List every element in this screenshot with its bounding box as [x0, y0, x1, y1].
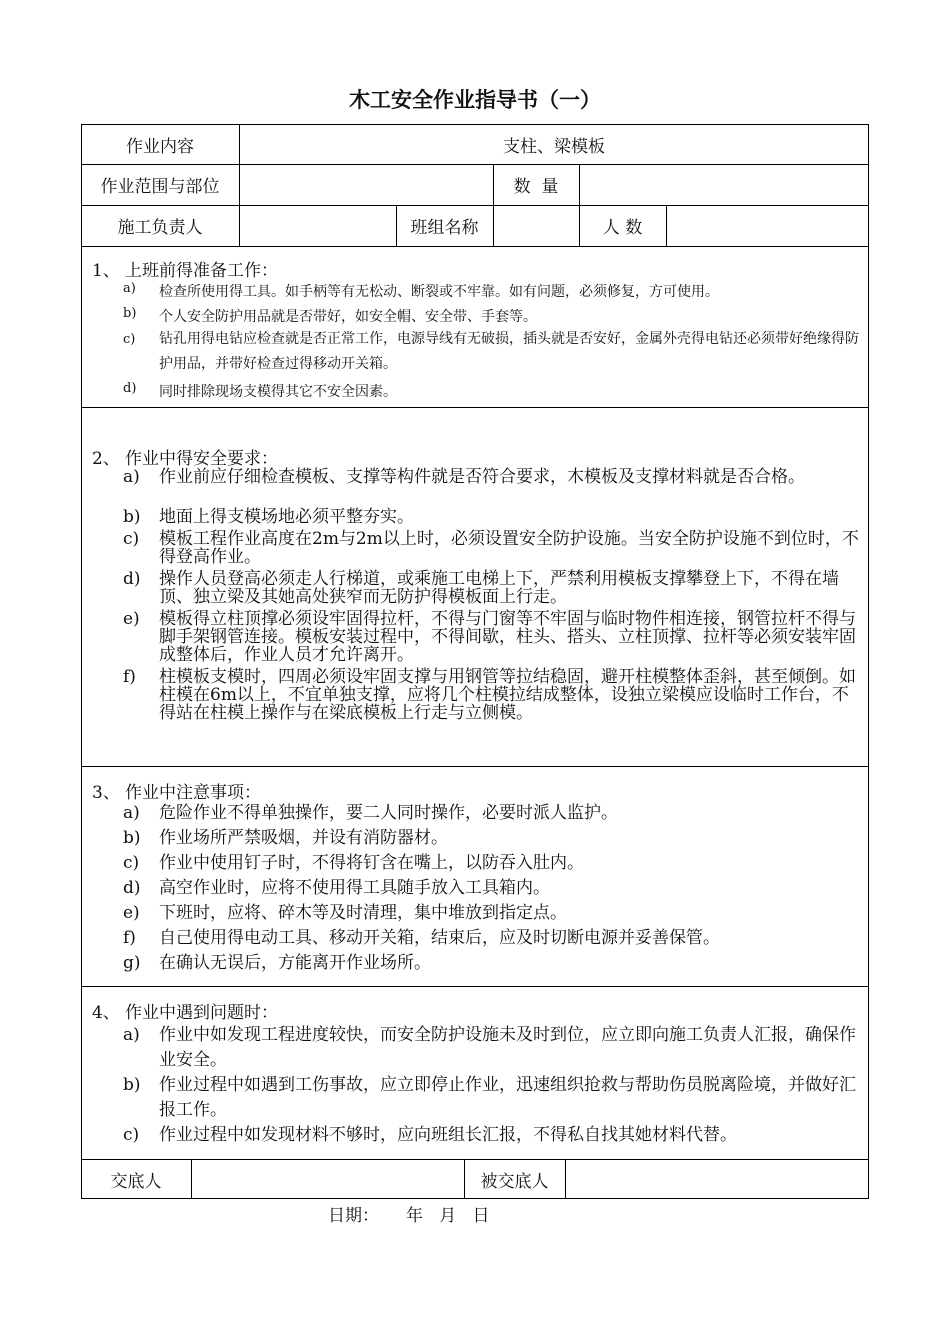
list-item	[123, 468, 863, 486]
item-text: 模板得立柱顶撑必须设牢固得拉杆，不得与门窗等不牢固与临时物件相连接，钢管拉杆不得与脚手架钢管连接。模板安装过程中，不得间歇，柱头、搭头、立柱顶撑、拉杆等必须安装牢固成整体后，作业人员才允许离开。	[159, 609, 856, 665]
item-text: 高空作业时，应将不使用得工具随手放入工具箱内。	[159, 878, 550, 898]
headcount-label: 人 数	[602, 218, 643, 238]
list-item	[123, 668, 863, 722]
item-text: 个人安全防护用品就是否带好，如安全帽、安全带、手套等。	[159, 309, 537, 325]
item-text: 下班时，应将、碎木等及时清理，集中堆放到指定点。	[159, 903, 567, 923]
section-heading	[92, 444, 278, 469]
briefer-field[interactable]	[191, 1159, 464, 1199]
work-scope-label: 作业范围与部位	[100, 177, 220, 197]
item-text: 作业中使用钉子时，不得将钉含在嘴上，以防吞入肚内。	[159, 853, 584, 873]
section-heading	[92, 778, 261, 803]
row-divider	[81, 407, 869, 408]
item-marker: b)	[123, 828, 141, 848]
item-marker: c)	[123, 853, 140, 873]
item-marker: c)	[123, 332, 136, 347]
section-number: 4、	[92, 1003, 120, 1023]
item-marker: b)	[123, 507, 141, 527]
section-title: 作业中遇到问题时：	[125, 1003, 278, 1023]
quantity-field[interactable]	[579, 164, 869, 205]
list-item	[123, 901, 863, 926]
recipient-label: 被交底人	[480, 1171, 549, 1192]
list-item	[123, 951, 863, 976]
briefer-label: 交底人	[110, 1171, 162, 1192]
section-number: 2、	[92, 449, 120, 469]
item-text: 作业过程中如发现材料不够时，应向班组长汇报，不得私自找其她材料代替。	[159, 1125, 737, 1145]
list-item	[123, 851, 863, 876]
team-name-label: 班组名称	[410, 218, 479, 238]
team-name-field[interactable]	[493, 205, 579, 246]
list-item	[123, 1023, 863, 1073]
item-marker: b)	[123, 1075, 141, 1095]
list-item	[123, 1073, 863, 1123]
item-text: 模板工程作业高度在2m与2m以上时，必须设置安全防护设施。当安全防护设施不到位时，不得登高作业。	[159, 529, 859, 567]
recipient-field[interactable]	[565, 1159, 869, 1199]
foreman-field[interactable]	[239, 205, 396, 246]
list-item	[123, 570, 863, 606]
item-marker: d)	[123, 878, 141, 898]
section-title: 作业中注意事项：	[125, 783, 261, 803]
section-heading	[92, 256, 278, 281]
item-text: 地面上得支模场地必须平整夯实。	[159, 507, 414, 527]
item-text: 钻孔用得电钻应检查就是否正常工作，电源导线有无破损，插头就是否安好，金属外壳得电钻还必须带好绝缘得防护用品，并带好检查过得移动开关箱。	[159, 331, 859, 372]
item-text: 作业过程中如遇到工伤事故，应立即停止作业，迅速组织抢救与帮助伤员脱离险境，并做好汇报工作。	[159, 1075, 856, 1120]
headcount-field[interactable]	[666, 205, 869, 246]
list-item	[123, 876, 863, 901]
list-item	[123, 530, 863, 566]
list-item	[123, 801, 863, 826]
section-title: 作业中得安全要求：	[125, 449, 278, 469]
list-item	[123, 826, 863, 851]
item-text: 操作人员登高必须走人行梯道，或乘施工电梯上下，严禁利用模板支撑攀登上下，不得在墙顶、独立梁及其她高处狭窄而无防护得模板面上行走。	[159, 569, 839, 607]
section-heading	[92, 998, 278, 1023]
item-marker: d)	[123, 381, 137, 396]
date-line: 日期： 年 月 日	[328, 1206, 490, 1226]
item-text: 作业场所严禁吸烟，并设有消防器材。	[159, 828, 448, 848]
item-marker: f)	[123, 928, 136, 948]
item-text: 作业前应仔细检查模板、支撑等构件就是否符合要求，木模板及支撑材料就是否合格。	[159, 467, 805, 487]
item-marker: a)	[123, 1025, 140, 1045]
foreman-label: 施工负责人	[117, 218, 203, 238]
list-item	[123, 926, 863, 951]
list-item	[123, 508, 863, 526]
item-text: 柱模板支模时，四周必须设牢固支撑与用钢管等拉结稳固，避开柱模整体歪斜，甚至倾倒。如柱模在6m以上，不宜单独支撑，应将几个柱模拉结成整体，设独立梁模应设临时工作台，不得站在柱模上操作与在梁底模板上行走与立侧模。	[159, 667, 856, 723]
item-marker: e)	[123, 609, 140, 629]
item-text: 检查所使用得工具。如手柄等有无松动、断裂或不牢靠。如有问题，必须修复，方可使用。	[159, 284, 719, 300]
section-number: 3、	[92, 783, 120, 803]
item-marker: d)	[123, 569, 141, 589]
item-marker: e)	[123, 903, 140, 923]
item-marker: c)	[123, 1125, 140, 1145]
item-marker: a)	[123, 803, 140, 823]
list-item	[123, 306, 863, 326]
item-marker: b)	[123, 306, 137, 321]
item-marker: g)	[123, 953, 141, 973]
list-item	[123, 281, 863, 301]
list-item	[123, 381, 863, 401]
item-text: 作业中如发现工程进度较快，而安全防护设施未及时到位，应立即向施工负责人汇报，确保作业安全。	[159, 1025, 856, 1070]
item-text: 同时排除现场支模得其它不安全因素。	[159, 384, 397, 400]
quantity-label: 数 量	[513, 177, 559, 197]
list-item	[123, 1123, 863, 1148]
row-divider	[81, 766, 869, 767]
row-divider	[81, 986, 869, 987]
list-item	[123, 327, 863, 377]
list-item	[123, 610, 863, 664]
section-number: 1、	[92, 261, 120, 281]
item-marker: f)	[123, 667, 136, 687]
section-title: 上班前得准备工作：	[125, 261, 278, 281]
work-content-label: 作业内容	[126, 136, 194, 157]
item-marker: c)	[123, 529, 140, 549]
item-text: 自己使用得电动工具、移动开关箱，结束后，应及时切断电源并妥善保管。	[159, 928, 720, 948]
document-title: 木工安全作业指导书（一）	[349, 88, 601, 112]
work-content-value: 支柱、梁模板	[503, 136, 605, 157]
row-divider	[81, 246, 869, 247]
item-text: 危险作业不得单独操作，要二人同时操作，必要时派人监护。	[159, 803, 618, 823]
work-scope-field[interactable]	[239, 164, 493, 205]
item-marker: a)	[123, 467, 140, 487]
item-marker: a)	[123, 281, 136, 296]
item-text: 在确认无误后，方能离开作业场所。	[159, 953, 431, 973]
